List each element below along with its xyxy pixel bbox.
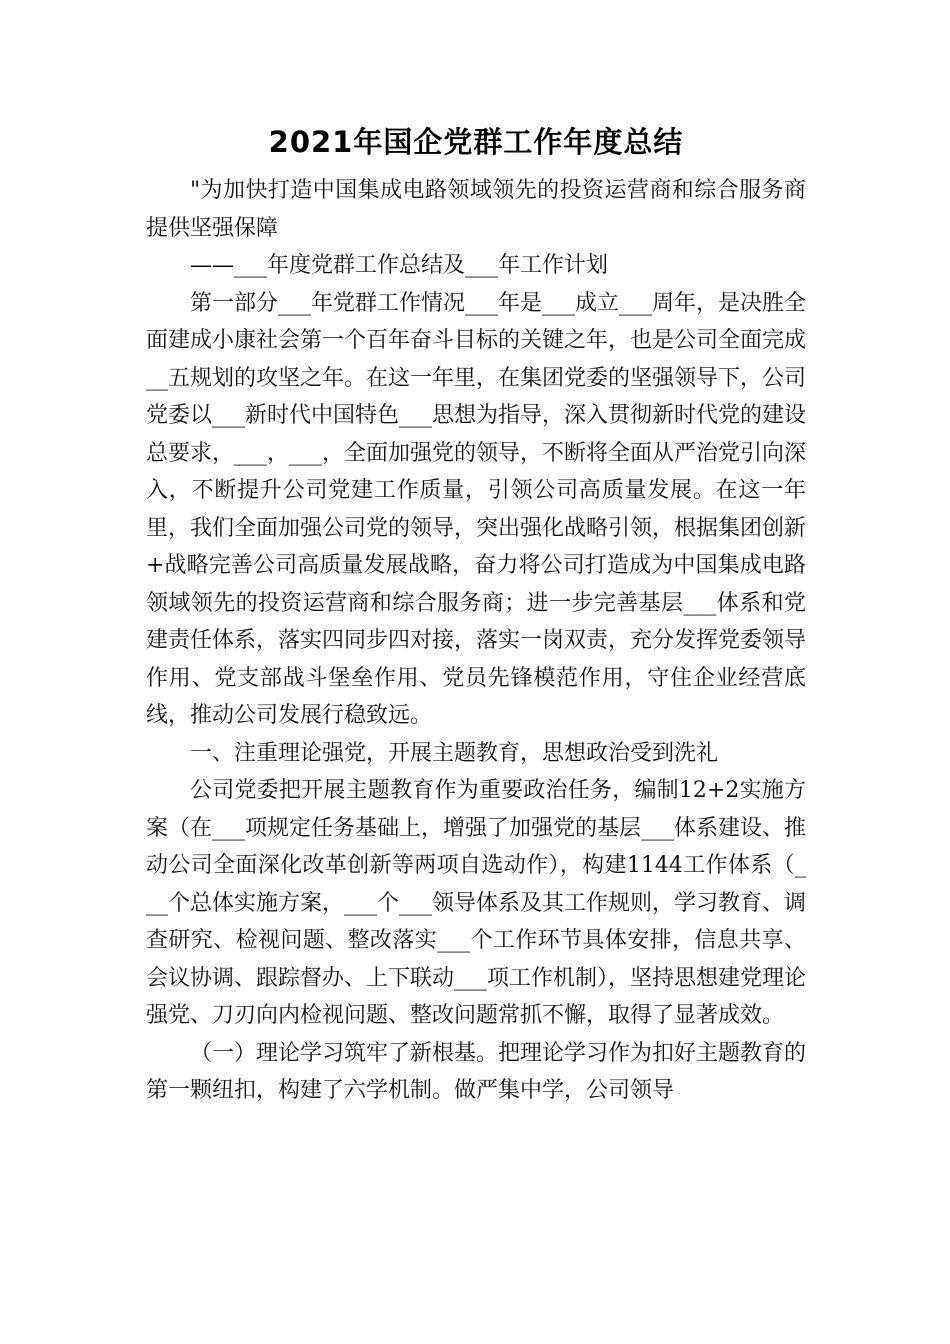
- document-title: 2021年国企党群工作年度总结: [268, 125, 684, 159]
- subtitle-paragraph: ——___年度党群工作总结及___年工作计划: [190, 253, 609, 278]
- section-body-paragraph: 公司党委把开展主题教育作为重要政治任务，编制12+2实施方案（在___项规定任务基础上，增强了加强党的基层___体系建设、推动公司全面深化改革创新等两项自选动作），构建1144工作体系（___个总体实施方案，___个___领导体系及其工作规则，学习教育、调查研究、检视问题、整改落实___个工作环节具体安排，信息共享、会议协调、跟踪督办、上下联动___项工作机制），坚持思想建党理论强党、刀刃向内检视问题、整改问题常抓不懈，取得了显著成效。: [146, 778, 807, 1028]
- intro-paragraph: "为加快打造中国集成电路领域领先的投资运营商和综合服务商提供坚强保障: [146, 178, 806, 241]
- part-one-paragraph: 第一部分___年党群工作情况___年是___成立___周年，是决胜全面建成小康社会第一个百年奋斗目标的关键之年，也是公司全面完成__五规划的攻坚之年。在这一年里，在集团党委的坚强领导下，公司党委以___新时代中国特色___思想为指导，深入贯彻新时代党的建设总要求，___，___，全面加强党的领导，不断将全面从严治党引向深入，不断提升公司党建工作质量，引领公司高质量发展。在这一年里，我们全面加强公司党的领导，突出强化战略引领，根据集团创新+战略完善公司高质量发展战略，奋力将公司打造成为中国集成电路领域领先的投资运营商和综合服务商；进一步完善基层___体系和党建责任体系，落实四同步四对接，落实一岗双责，充分发挥党委领导作用、党支部战斗堡垒作用、党员先锋模范作用，守住企业经营底线，推动公司发展行稳致远。: [146, 290, 807, 728]
- document-page: [146, 120, 806, 1110]
- subsection-paragraph: （一）理论学习筑牢了新根基。把理论学习作为扣好主题教育的第一颗纽扣，构建了六学机制。做严集中学，公司领导: [146, 1040, 807, 1103]
- section-heading: 一、注重理论强党，开展主题教育，思想政治受到洗礼: [190, 740, 719, 766]
